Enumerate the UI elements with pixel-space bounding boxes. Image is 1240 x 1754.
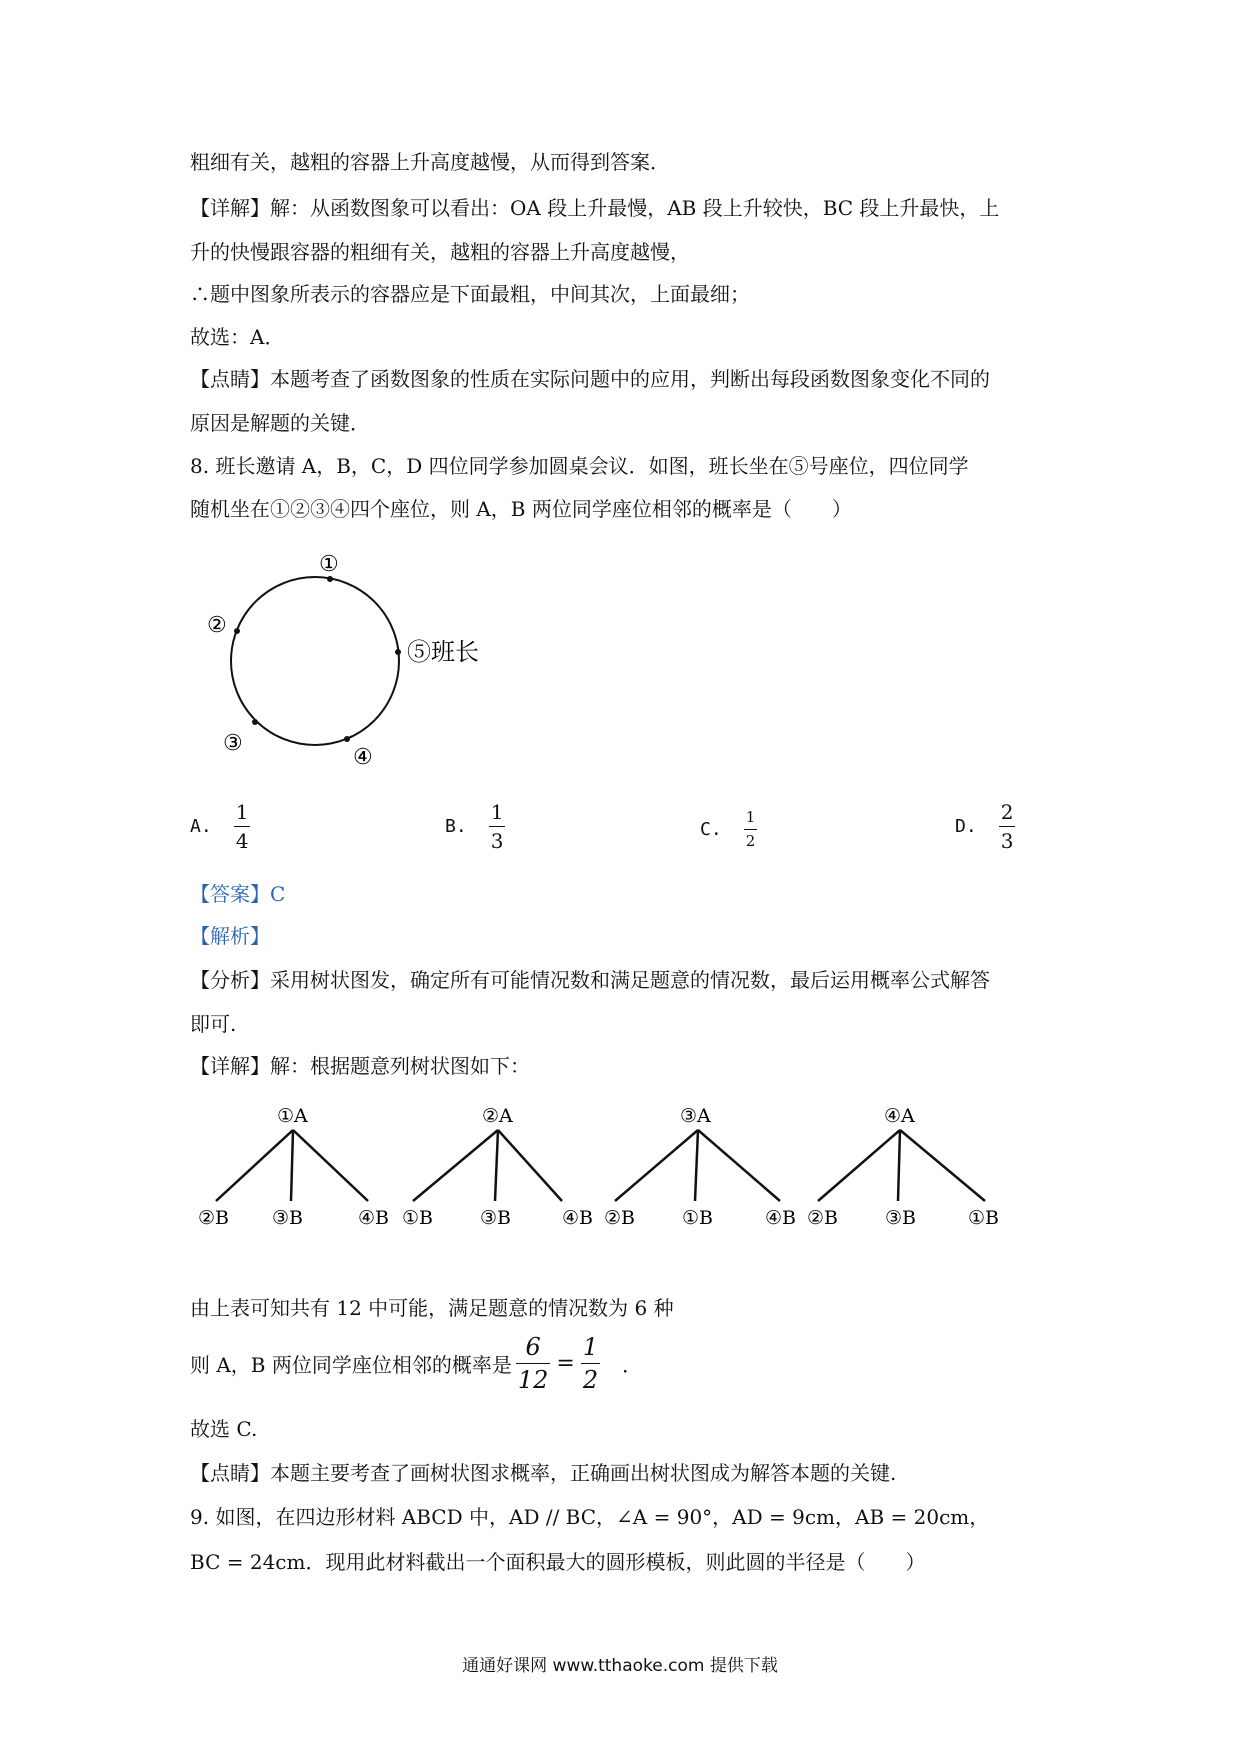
text-line: 升的快慢跟容器的粗细有关，越粗的容器上升高度越慢， <box>190 240 690 264</box>
seat-3-dot <box>252 719 258 725</box>
tree-branch <box>291 1130 293 1201</box>
seat-2-label: ② <box>207 613 227 638</box>
tree-branch <box>216 1130 293 1201</box>
option-fraction <box>999 802 1016 851</box>
numerator: 6 <box>525 1333 541 1361</box>
seat-4-label: ④ <box>353 745 373 770</box>
tree-4 <box>807 1105 999 1229</box>
numerator: 1 <box>235 800 249 824</box>
tree-branch <box>615 1130 698 1201</box>
option-b <box>445 802 505 851</box>
tree-leaf-label: ①B <box>968 1207 999 1229</box>
tree-diagram <box>190 1098 1030 1248</box>
comment-line: 【点睛】本题考查了函数图象的性质在实际问题中的应用，判断出每段函数图象变化不同的 <box>190 367 990 391</box>
question-8-line-2: 随机坐在①②③④四个座位，则 A，B 两位同学座位相邻的概率是（ ） <box>190 497 852 521</box>
numerator: 1 <box>745 808 756 826</box>
equals-sign: = <box>556 1351 575 1376</box>
tree-branch <box>900 1130 985 1201</box>
numerator: 1 <box>582 1333 599 1361</box>
page-footer: 通通好课网 www.tthaoke.com 提供下载 <box>462 1656 778 1676</box>
tree-branch <box>818 1130 900 1201</box>
detail-heading: 【详解】解：根据题意列树状图如下： <box>190 1054 530 1078</box>
option-letter: B. <box>445 816 467 837</box>
tree-leaf-label: ③B <box>272 1207 303 1229</box>
equation-suffix: ． <box>622 1353 643 1377</box>
tree-branch <box>498 1130 562 1201</box>
denominator: 4 <box>234 826 251 851</box>
tree-branch <box>413 1130 498 1201</box>
tree-branch <box>293 1130 368 1201</box>
denominator: 12 <box>516 1363 551 1392</box>
denominator: 3 <box>489 826 506 851</box>
probability-equation <box>190 1335 642 1392</box>
numerator: 1 <box>490 800 504 824</box>
comment-line: 【点睛】本题主要考查了画树状图求概率，正确画出树状图成为解答本题的关键. <box>190 1461 897 1485</box>
seat-5-dot <box>395 649 401 655</box>
choice-line: 故选 C. <box>190 1417 258 1441</box>
analysis-line-1: 【分析】采用树状图发，确定所有可能情况数和满足题意的情况数，最后运用概率公式解答 <box>190 968 990 992</box>
tree-leaf-label: ④B <box>765 1207 796 1229</box>
numerator: 2 <box>1000 800 1014 824</box>
equation-fraction-right <box>581 1335 600 1392</box>
option-letter: C. <box>700 819 722 840</box>
option-fraction <box>489 802 506 851</box>
seat-2-dot <box>234 628 240 634</box>
analysis-heading: 【解析】 <box>190 924 270 948</box>
option-a <box>190 802 250 851</box>
text-line: 原因是解题的关键． <box>190 411 370 435</box>
tree-branch <box>698 1130 780 1201</box>
tree-leaf-label: ④B <box>562 1207 593 1229</box>
denominator: 3 <box>999 826 1016 851</box>
option-fraction <box>744 810 758 849</box>
text-line: ∴题中图象所表示的容器应是下面最粗，中间其次，上面最细； <box>190 282 750 306</box>
equation-fraction-left <box>516 1335 551 1392</box>
option-letter: A. <box>190 816 212 837</box>
seat-3-label: ③ <box>223 731 243 756</box>
question-9-line-1: 9. 如图，在四边形材料 ABCD 中，AD // BC，∠A = 90°，AD = 9cm，AB = 20cm， <box>190 1505 990 1529</box>
tree-leaf-label: ①B <box>402 1207 433 1229</box>
seat-1-label: ① <box>319 552 339 577</box>
tree-root-label: ①A <box>277 1105 308 1127</box>
tree-branch <box>695 1130 698 1201</box>
detail-line: 【详解】解：从函数图象可以看出：OA 段上升最慢，AB 段上升较快，BC 段上升最快，上 <box>190 196 1000 220</box>
tree-leaf-label: ③B <box>480 1207 511 1229</box>
option-letter: D. <box>955 816 977 837</box>
tree-leaf-label: ②B <box>604 1207 635 1229</box>
tree-root-label: ③A <box>680 1105 711 1127</box>
question-9-line-2: BC = 24cm．现用此材料截出一个面积最大的圆形模板，则此圆的半径是（ ） <box>190 1550 926 1574</box>
option-fraction <box>234 802 251 851</box>
seat-5-label: ⑤班长 <box>407 638 479 666</box>
equation-prefix: 则 A，B 两位同学座位相邻的概率是 <box>190 1353 512 1377</box>
tree-root-label: ④A <box>884 1105 915 1127</box>
question-8-line-1: 8. 班长邀请 A，B，C，D 四位同学参加圆桌会议．如图，班长坐在⑤号座位，四位同学 <box>190 454 969 478</box>
denominator: 2 <box>744 829 758 849</box>
analysis-line-2: 即可. <box>190 1012 237 1036</box>
tree-3 <box>604 1105 796 1229</box>
tree-leaf-label: ③B <box>885 1207 916 1229</box>
answer-line: 【答案】C <box>190 882 286 906</box>
tree-leaf-label: ①B <box>682 1207 713 1229</box>
option-d <box>955 802 1015 851</box>
round-table-figure <box>195 548 505 778</box>
denominator: 2 <box>581 1363 600 1392</box>
result-line: 由上表可知共有 12 中可能，满足题意的情况数为 6 种 <box>190 1296 674 1320</box>
tree-1 <box>198 1105 389 1229</box>
text-line: 粗细有关，越粗的容器上升高度越慢，从而得到答案． <box>190 150 670 174</box>
tree-branch <box>495 1130 498 1201</box>
option-c <box>700 810 757 849</box>
tree-2 <box>402 1105 593 1229</box>
tree-leaf-label: ④B <box>358 1207 389 1229</box>
tree-root-label: ②A <box>482 1105 513 1127</box>
seat-4-dot <box>344 736 350 742</box>
tree-leaf-label: ②B <box>807 1207 838 1229</box>
text-line: 故选：A． <box>190 325 285 349</box>
tree-leaf-label: ②B <box>198 1207 229 1229</box>
tree-branch <box>898 1130 900 1201</box>
